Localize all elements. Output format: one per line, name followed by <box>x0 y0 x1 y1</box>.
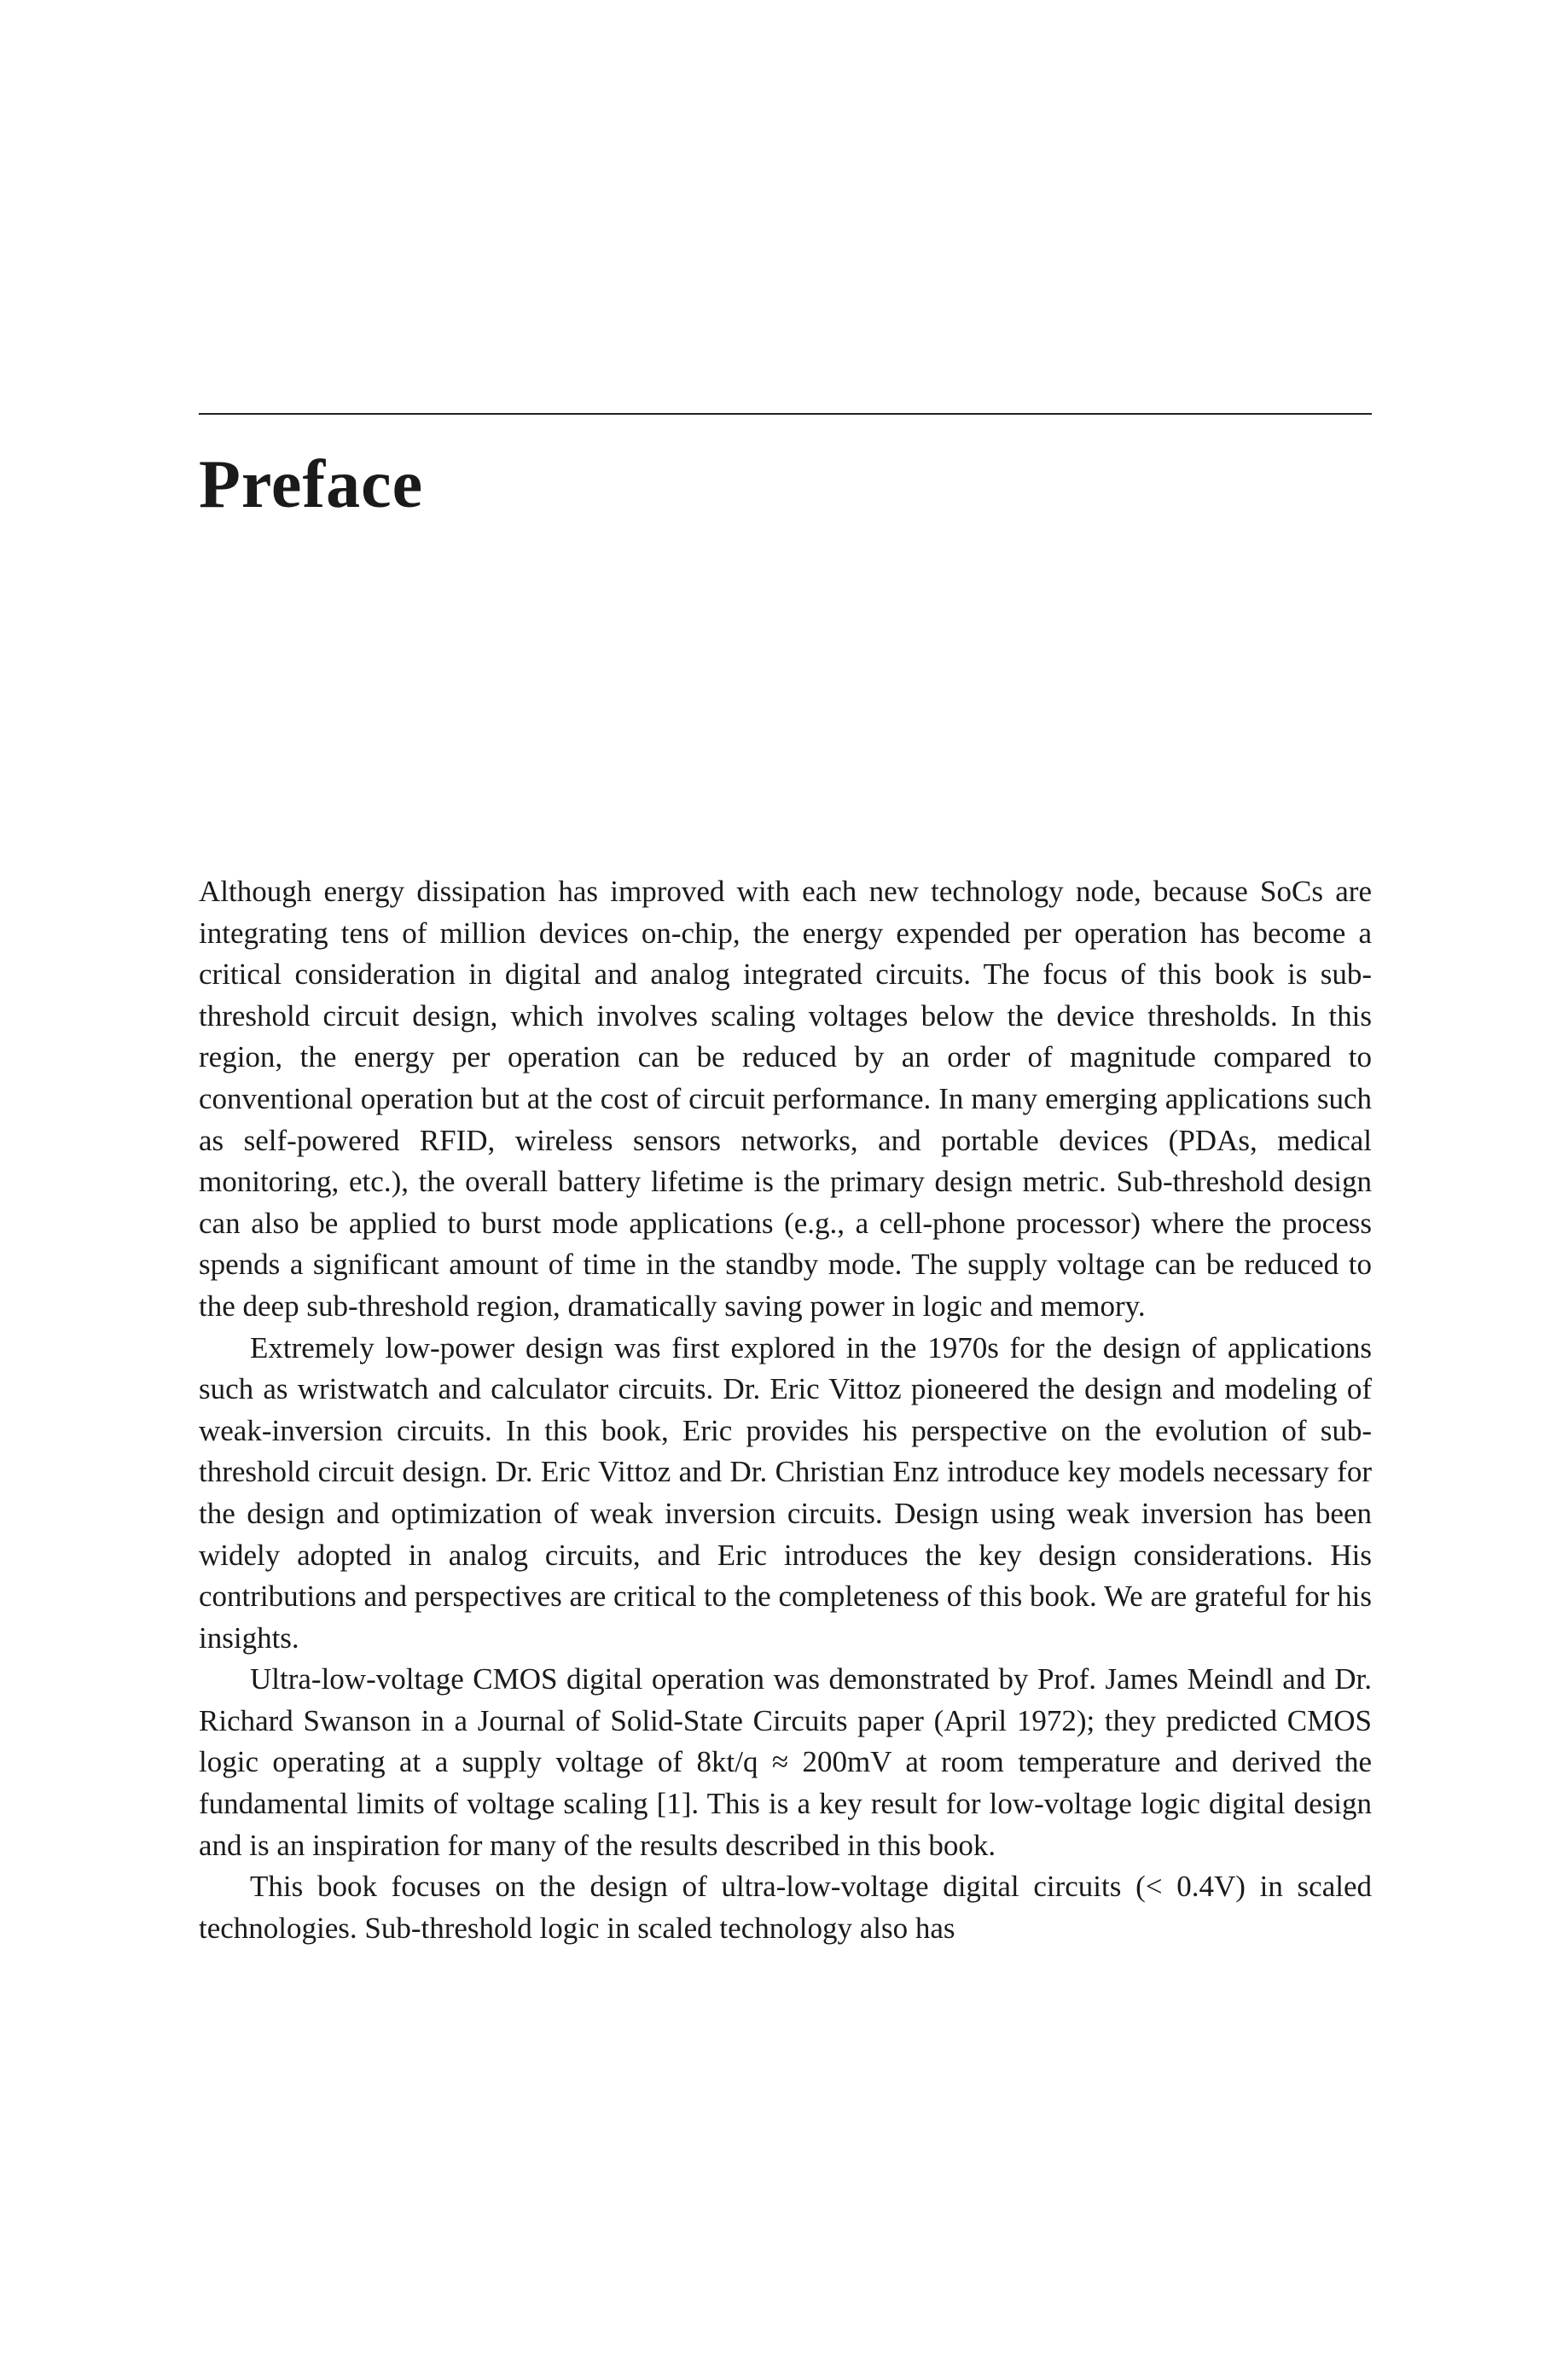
paragraph-4: This book focuses on the design of ultra-low-voltage digital circuits (< 0.4V) in scaled technologies. Sub-threshold logic in scaled technology also has <box>199 1870 1372 1945</box>
chapter-title: Preface <box>199 447 424 522</box>
preface-body <box>199 871 1372 1949</box>
paragraph-1: Although energy dissipation has improved with each new technology node, because SoCs are integrating tens of million devices on-chip, the energy expended per operation has become a critical consideration in digital and analog integrated circuits. The focus of this book is sub-threshold circuit design, which involves scaling voltages below the device thresholds. In this region, the energy per operation can be reduced by an order of magnitude compared to conventional operation but at the cost of circuit performance. In many emerging applications such as self-powered RFID, wireless sensors networks, and portable devices (PDAs, medical monitoring, etc.), the overall battery lifetime is the primary design metric. Sub-threshold design can also be applied to burst mode applications (e.g., a cell-phone processor) where the process spends a significant amount of time in the standby mode. The supply voltage can be reduced to the deep sub-threshold region, dramatically saving power in logic and memory. <box>199 875 1372 1323</box>
chapter-rule <box>199 413 1372 415</box>
paragraph-2: Extremely low-power design was first explored in the 1970s for the design of applications such as wristwatch and calculator circuits. Dr. Eric Vittoz pioneered the design and modeling of weak-inversion circuits. In this book, Eric provides his perspective on the evolution of sub-threshold circuit design. Dr. Eric Vittoz and Dr. Christian Enz introduce key models necessary for the design and optimization of weak inversion circuits. Design using weak inversion has been widely adopted in analog circuits, and Eric introduces the key design considerations. His contributions and perspectives are critical to the completeness of this book. We are grateful for his insights. <box>199 1330 1372 1655</box>
paragraph-3: Ultra-low-voltage CMOS digital operation was demonstrated by Prof. James Meindl and Dr. Richard Swanson in a Journal of Solid-State Circuits paper (April 1972); they predicted CMOS logic operating at a supply voltage of 8kt/q ≈ 200mV at room temperature and derived the fundamental limits of voltage scaling [1]. This is a key result for low-voltage logic digital design and is an inspiration for many of the results described in this book. <box>199 1662 1372 1862</box>
